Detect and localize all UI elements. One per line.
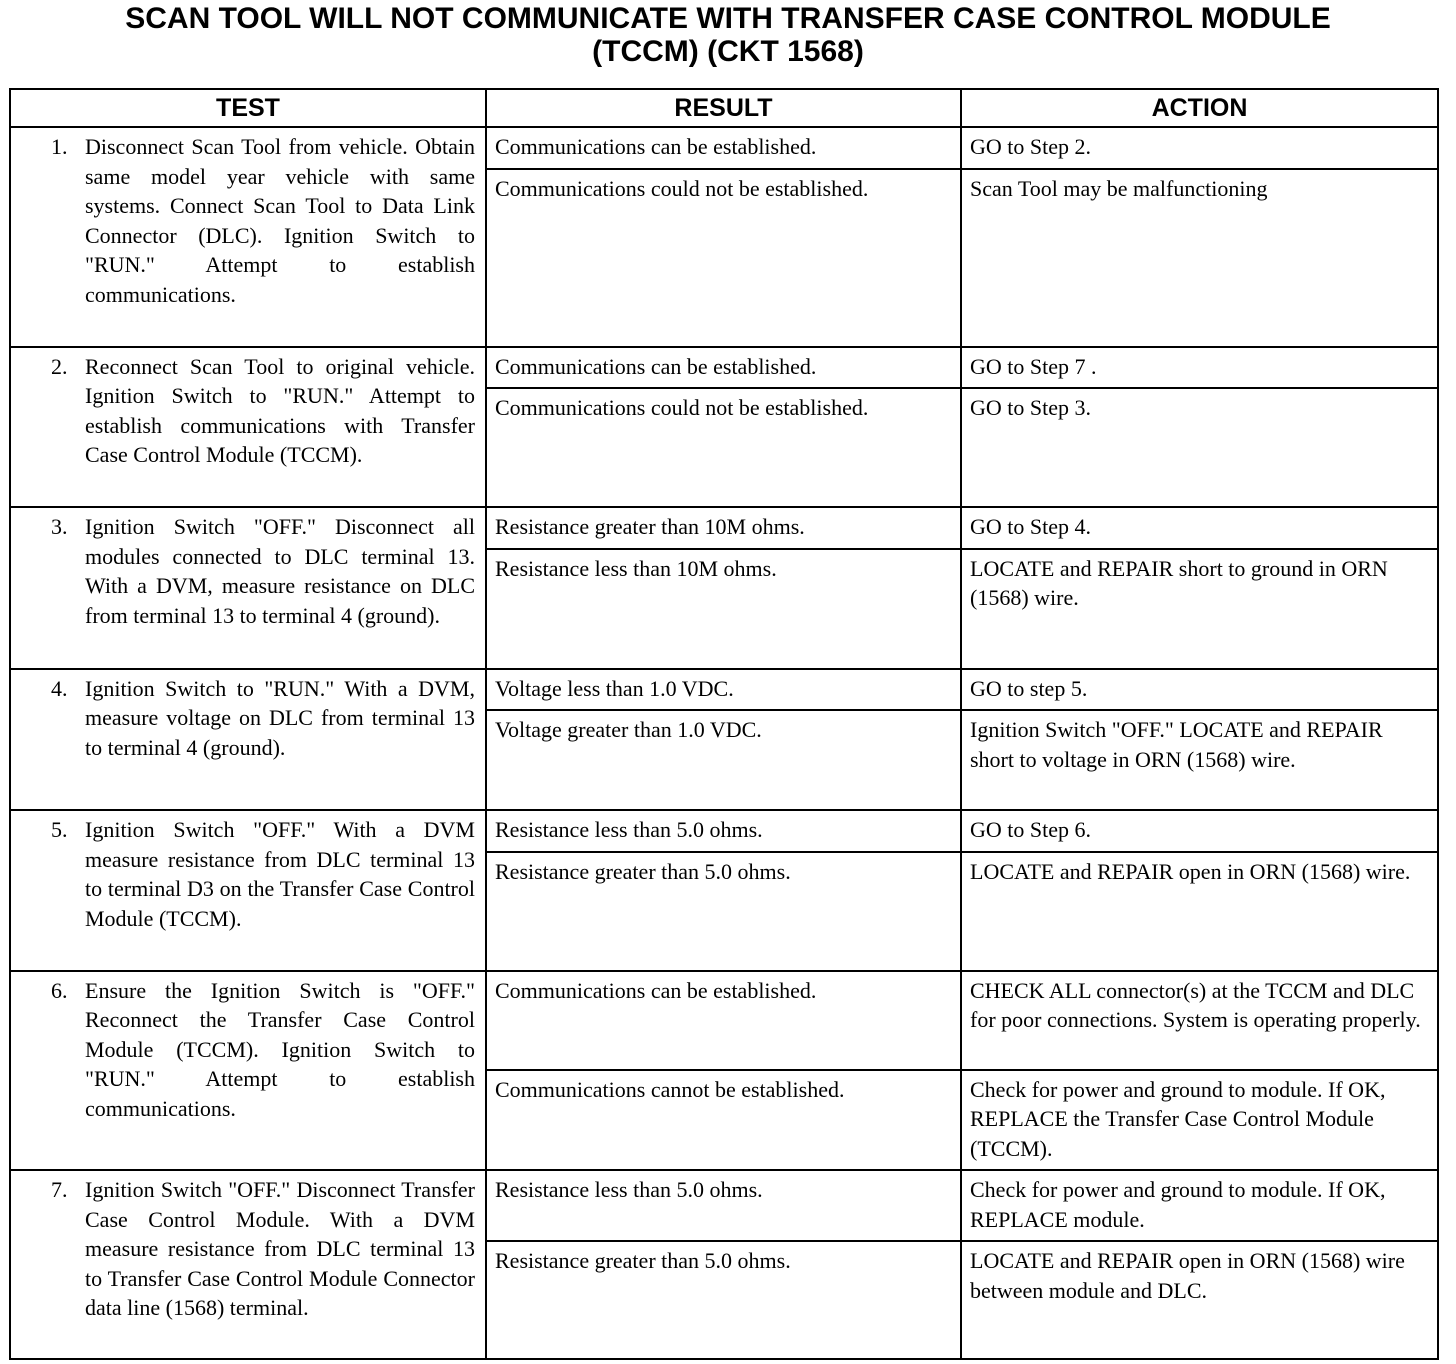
- action-cell: GO to Step 7 .: [961, 347, 1438, 389]
- action-cell: LOCATE and REPAIR open in ORN (1568) wire.: [961, 852, 1438, 971]
- header-result: RESULT: [486, 89, 961, 127]
- step-number: 2.: [51, 353, 68, 379]
- result-cell: Resistance less than 5.0 ohms.: [486, 1170, 961, 1241]
- result-cell: Communications could not be established.: [486, 169, 961, 347]
- step-7-row-a: [10, 1170, 1438, 1241]
- action-cell: Scan Tool may be malfunctioning: [961, 169, 1438, 347]
- step-4-test: [10, 669, 486, 811]
- action-cell: CHECK ALL connector(s) at the TCCM and DLC for poor connections. System is operating properly.: [961, 971, 1438, 1070]
- step-1-test: [10, 127, 486, 347]
- step-5-row-a: [10, 810, 1438, 852]
- result-cell: Communications can be established.: [486, 971, 961, 1070]
- result-cell: Communications can be established.: [486, 347, 961, 389]
- action-cell: Ignition Switch "OFF." LOCATE and REPAIR short to voltage in ORN (1568) wire.: [961, 710, 1438, 810]
- step-2-row-a: [10, 347, 1438, 389]
- test-text: Ignition Switch "OFF." With a DVM measure resistance from DLC terminal 13 to terminal D3 on the Transfer Case Control Module (TCCM).: [85, 817, 475, 931]
- test-text: Reconnect Scan Tool to original vehicle. Ignition Switch to "RUN." Attempt to establish communications with Transfer Case Control Module (TCCM).: [85, 353, 475, 467]
- result-cell: Resistance greater than 10M ohms.: [486, 507, 961, 549]
- step-number: 6.: [51, 977, 68, 1003]
- result-cell: Voltage greater than 1.0 VDC.: [486, 710, 961, 810]
- action-cell: GO to Step 2.: [961, 127, 1438, 169]
- action-cell: Check for power and ground to module. If OK, REPLACE module.: [961, 1170, 1438, 1241]
- step-4-row-a: [10, 669, 1438, 711]
- step-3-test: [10, 507, 486, 669]
- title-line-2: (TCCM) (CKT 1568): [592, 35, 864, 68]
- step-number: 5.: [51, 817, 68, 842]
- test-text: Ignition Switch "OFF." Disconnect Transfer Case Control Module. With a DVM measure resistance from DLC terminal 13 to Transfer Case Control Module Connector data line (1568) terminal.: [85, 1177, 475, 1320]
- step-number: 7.: [51, 1177, 68, 1202]
- step-3-row-a: [10, 507, 1438, 549]
- step-number: 3.: [51, 514, 68, 539]
- diagnostic-table: [9, 88, 1439, 1360]
- step-number: 4.: [51, 675, 68, 701]
- step-6-row-a: [10, 971, 1438, 1070]
- action-cell: LOCATE and REPAIR short to ground in ORN (1568) wire.: [961, 549, 1438, 669]
- result-cell: Communications cannot be established.: [486, 1070, 961, 1171]
- step-6-test: [10, 971, 486, 1171]
- action-cell: GO to Step 6.: [961, 810, 1438, 852]
- header-row: [10, 89, 1438, 127]
- result-cell: Resistance less than 5.0 ohms.: [486, 810, 961, 852]
- step-7-test: [10, 1170, 486, 1359]
- step-1-row-a: [10, 127, 1438, 169]
- step-2-test: [10, 347, 486, 508]
- result-cell: Resistance less than 10M ohms.: [486, 549, 961, 669]
- action-cell: GO to step 5.: [961, 669, 1438, 711]
- action-cell: GO to Step 3.: [961, 388, 1438, 507]
- step-number: 1.: [51, 134, 68, 159]
- test-text: Ignition Switch "OFF." Disconnect all modules connected to DLC terminal 13. With a DVM, measure resistance on DLC from terminal 13 to terminal 4 (ground).: [85, 514, 475, 628]
- test-text: Disconnect Scan Tool from vehicle. Obtain same model year vehicle with same systems. Connect Scan Tool to Data Link Connector (DLC). Ignition Switch to "RUN." Attempt to establish communications.: [85, 134, 475, 307]
- header-action: ACTION: [961, 89, 1438, 127]
- test-text: Ensure the Ignition Switch is "OFF." Reconnect the Transfer Case Control Module (TCCM). Ignition Switch to "RUN." Attempt to establish communications.: [85, 977, 475, 1121]
- test-text: Ignition Switch to "RUN." With a DVM, measure voltage on DLC from terminal 13 to terminal 4 (ground).: [85, 675, 475, 760]
- page-title: [0, 2, 1456, 68]
- title-line-1: SCAN TOOL WILL NOT COMMUNICATE WITH TRANSFER CASE CONTROL MODULE: [125, 2, 1331, 35]
- result-cell: Voltage less than 1.0 VDC.: [486, 669, 961, 711]
- result-cell: Communications can be established.: [486, 127, 961, 169]
- action-cell: Check for power and ground to module. If OK, REPLACE the Transfer Case Control Module (TCCM).: [961, 1070, 1438, 1171]
- step-5-test: [10, 810, 486, 971]
- result-cell: Communications could not be established.: [486, 388, 961, 507]
- action-cell: GO to Step 4.: [961, 507, 1438, 549]
- action-cell: LOCATE and REPAIR open in ORN (1568) wire between module and DLC.: [961, 1241, 1438, 1359]
- result-cell: Resistance greater than 5.0 ohms.: [486, 852, 961, 971]
- result-cell: Resistance greater than 5.0 ohms.: [486, 1241, 961, 1359]
- header-test: TEST: [10, 89, 486, 127]
